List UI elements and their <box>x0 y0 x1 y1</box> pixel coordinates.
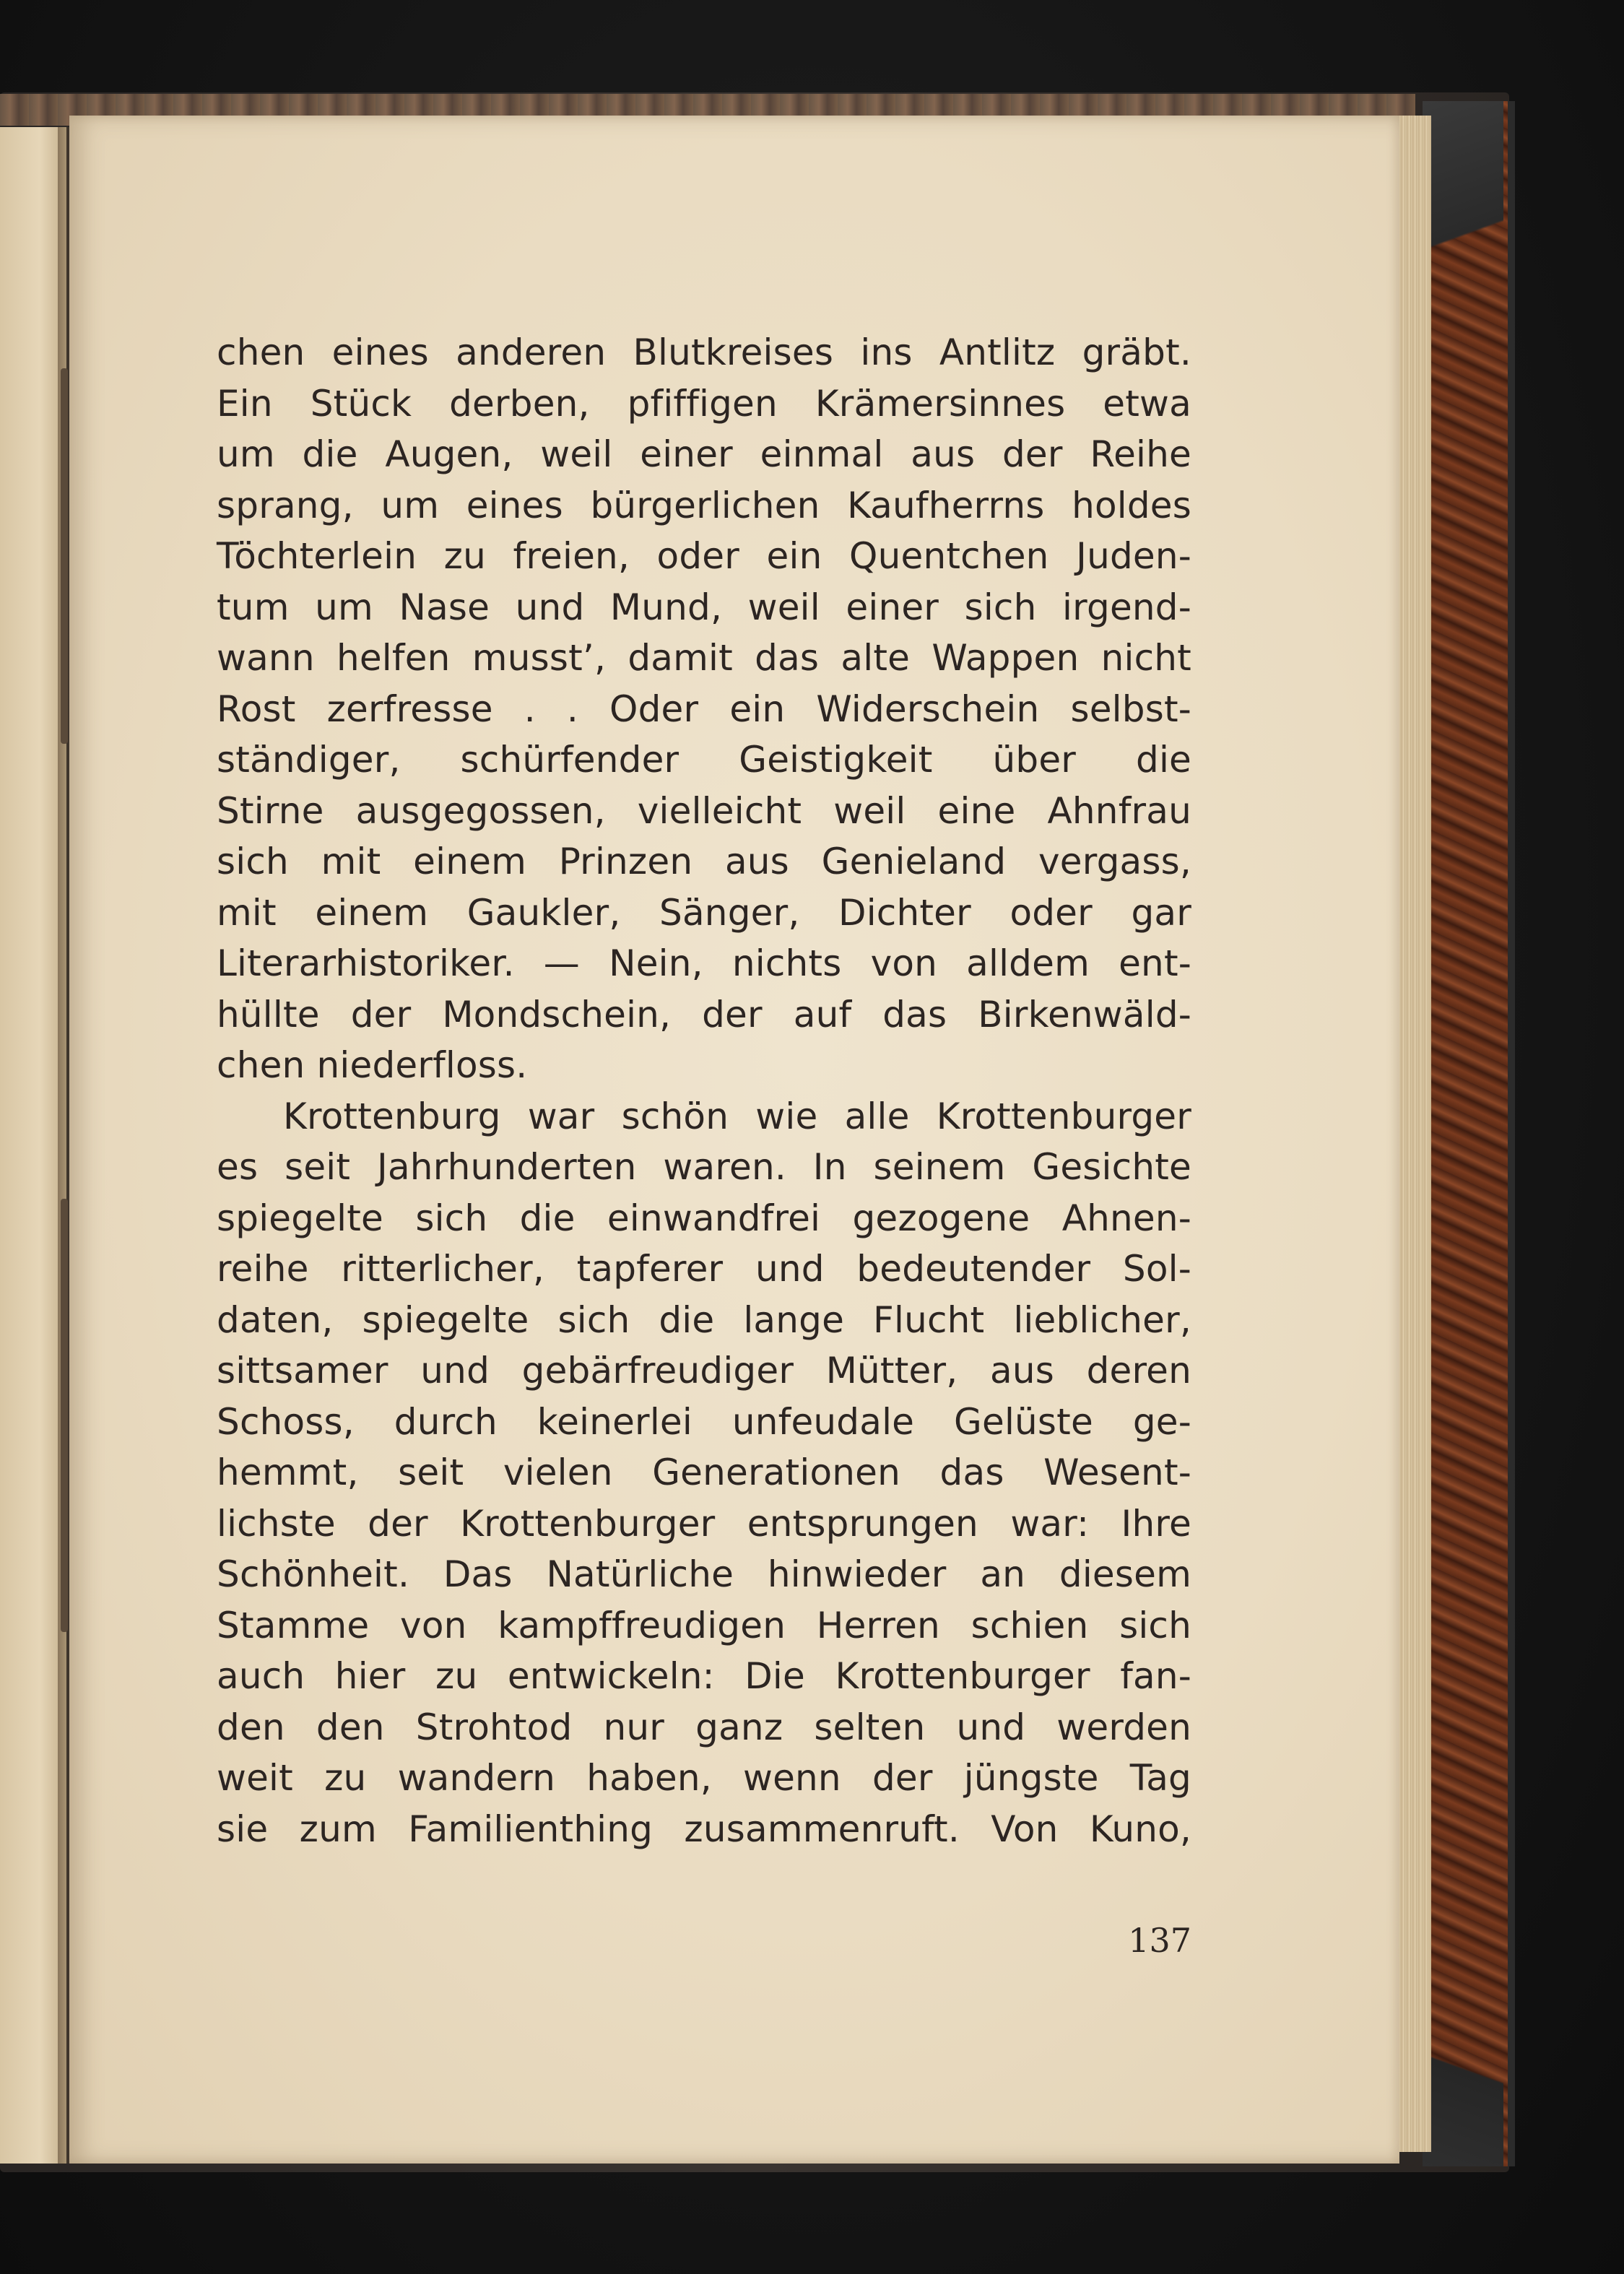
binding-thread <box>61 368 68 744</box>
text-line: sittsamer und gebärfreudiger Mütter, aus deren <box>217 1350 1191 1392</box>
text-line: chen niederfloss. <box>217 1044 528 1086</box>
text-line: hemmt, seit vielen Generationen das Wesent- <box>217 1451 1191 1493</box>
text-line: spiegelte sich die einwandfrei gezogene Ahnen- <box>217 1197 1191 1239</box>
facing-page-sliver <box>0 127 66 2164</box>
text-line: um die Augen, weil einer einmal aus der Reihe <box>217 433 1191 475</box>
text-line: sie zum Familienthing zusammenruft. Von Kuno, <box>217 1808 1191 1850</box>
text-line: Stirne ausgegossen, vielleicht weil eine Ahnfrau <box>217 789 1191 832</box>
marbled-cover-edge <box>1423 101 1515 2166</box>
page-number: 137 <box>1128 1921 1191 1960</box>
text-line: Rost zerfresse . . Oder ein Widerschein selbst- <box>217 687 1191 730</box>
text-line: Literarhistoriker. — Nein, nichts von alldem ent- <box>217 942 1191 984</box>
text-line: Ein Stück derben, pfiffigen Krämersinnes etwa <box>217 382 1191 425</box>
text-line: auch hier zu entwickeln: Die Krottenburger fan- <box>217 1655 1191 1697</box>
text-line: weit zu wandern haben, wenn der jüngste Tag <box>217 1757 1191 1799</box>
text-line: reihe ritterlicher, tapferer und bedeutender Sol- <box>217 1248 1191 1290</box>
text-line: Krottenburg war schön wie alle Krottenburger <box>283 1095 1191 1137</box>
text-line: daten, spiegelte sich die lange Flucht lieblicher, <box>217 1298 1191 1341</box>
text-line: es seit Jahrhunderten waren. In seinem Gesichte <box>217 1146 1191 1188</box>
text-line: ständiger, schürfender Geistigkeit über die <box>217 739 1191 781</box>
text-line: sich mit einem Prinzen aus Genieland vergass, <box>217 841 1191 882</box>
paragraph-1 <box>217 327 1191 1091</box>
binding-thread <box>61 1199 68 1632</box>
text-line: Schoss, durch keinerlei unfeudale Gelüste ge- <box>217 1400 1191 1443</box>
text-line: Töchterlein zu freien, oder ein Quentchen Juden- <box>217 535 1191 577</box>
text-line: Stamme von kampffreudigen Herren schien sich <box>217 1604 1191 1646</box>
text-line: tum um Nase und Mund, weil einer sich irgend- <box>217 586 1191 628</box>
text-line: wann helfen musst’, damit das alte Wappen nicht <box>217 637 1191 679</box>
paragraph-2 <box>217 1091 1191 1855</box>
leather-corner-bottom <box>1423 1993 1503 2166</box>
text-line: Schönheit. Das Natürliche hinwieder an diesem <box>217 1553 1191 1595</box>
page-text <box>217 327 1191 1854</box>
text-line: sprang, um eines bürgerlichen Kaufherrns holdes <box>217 484 1191 526</box>
leather-corner-top <box>1423 101 1503 318</box>
text-line: mit einem Gaukler, Sänger, Dichter oder gar <box>217 891 1191 934</box>
text-line: hüllte der Mondschein, der auf das Birkenwäld- <box>217 993 1191 1036</box>
text-line: chen eines anderen Blutkreises ins Antlitz gräbt. <box>217 331 1191 373</box>
text-line: den den Strohtod nur ganz selten und werden <box>217 1706 1191 1748</box>
text-line: lichste der Krottenburger entsprungen war: Ihre <box>217 1502 1191 1545</box>
